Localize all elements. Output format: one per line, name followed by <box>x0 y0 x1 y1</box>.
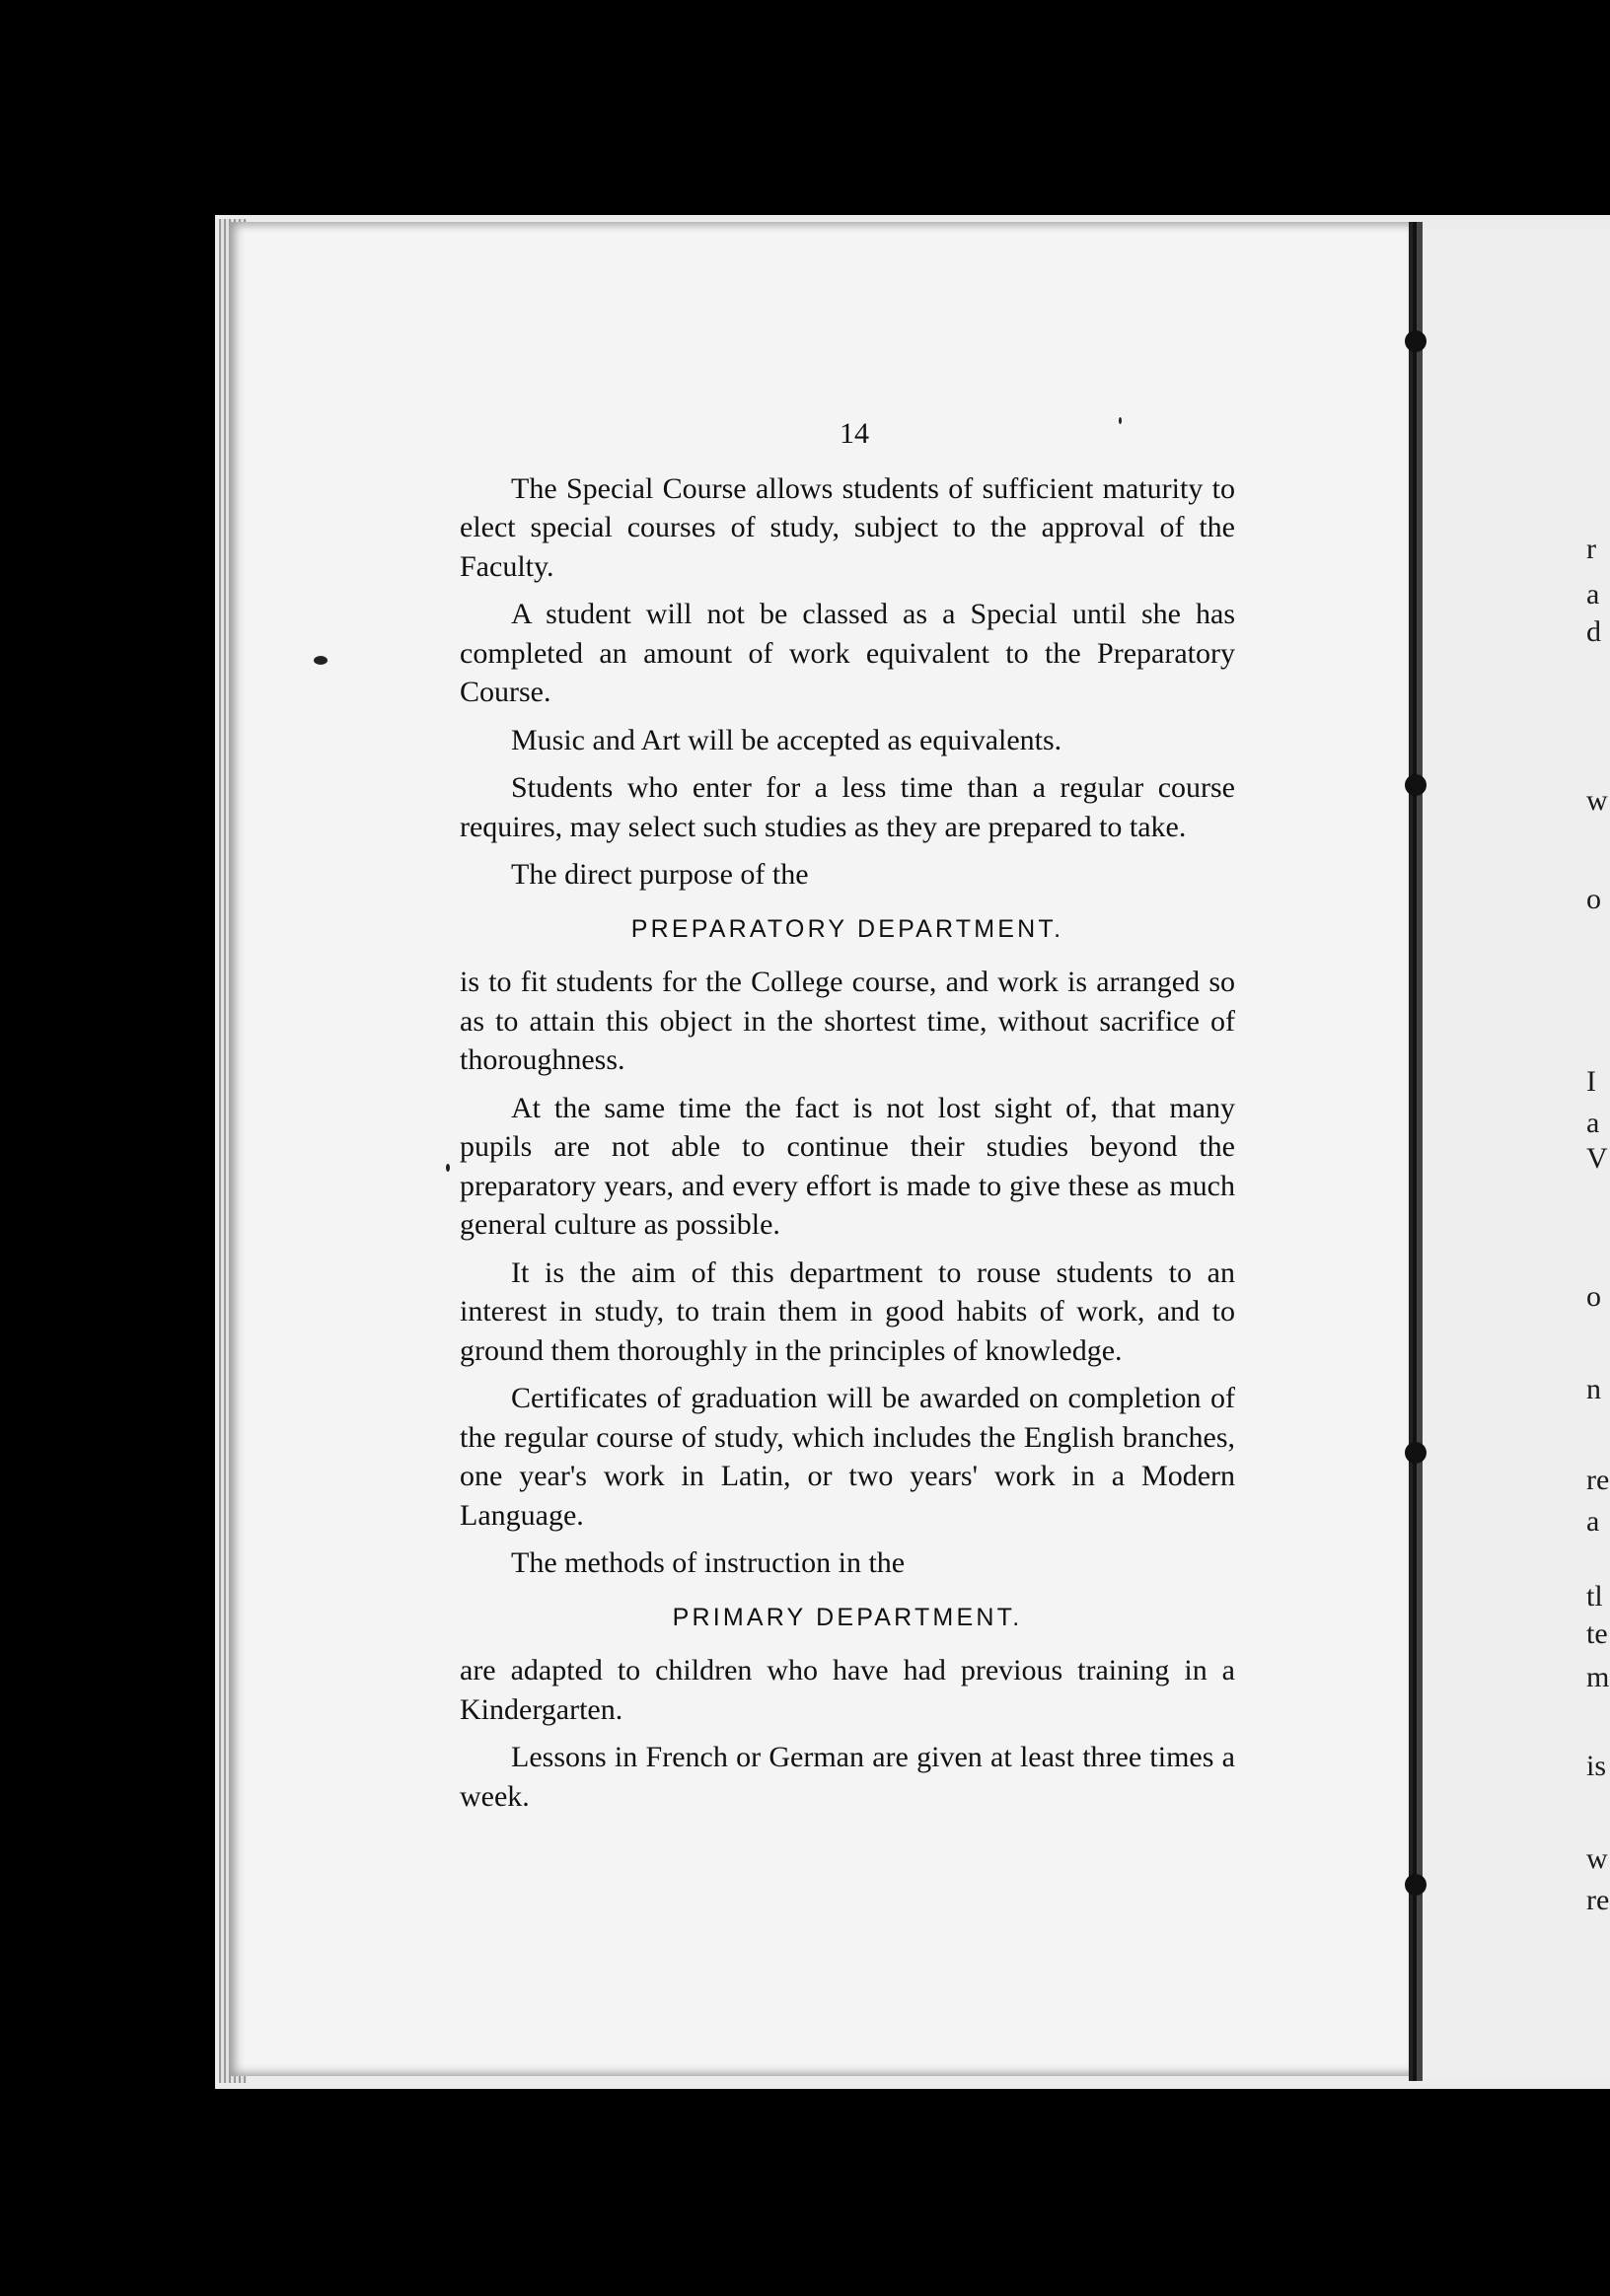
facing-page-fragment: re <box>1586 1464 1610 1496</box>
facing-page-fragment: o <box>1586 883 1601 915</box>
right-page <box>1423 229 1610 2078</box>
facing-page-fragment: a <box>1586 1505 1600 1538</box>
page-number: 14 <box>840 417 869 450</box>
paragraph: The Special Course allows students of sufficient maturity to elect special courses of study, subject to the approval of the Faculty. <box>460 471 1235 583</box>
page-content <box>460 414 1235 1825</box>
facing-page-fragment: a <box>1586 578 1600 610</box>
binding-stitch <box>1405 1442 1427 1464</box>
facing-page-fragment: o <box>1586 1280 1601 1313</box>
paragraph: The direct purpose of the <box>511 858 809 891</box>
paragraph: It is the aim of this department to rouse students to an interest in study, to train them in good habits of work, and to ground them thoroughly in the principles of knowledge. <box>460 1256 1235 1367</box>
paragraph: are adapted to children who have had previous training in a Kindergarten. <box>460 1654 1235 1726</box>
facing-page-fragment: te <box>1586 1617 1608 1650</box>
facing-page-fragment: w <box>1586 784 1608 817</box>
facing-page-fragment: re <box>1586 1884 1610 1916</box>
section-heading: PREPARATORY DEPARTMENT. <box>630 914 1064 943</box>
facing-page-fragment: a <box>1586 1107 1600 1139</box>
section-heading: PRIMARY DEPARTMENT. <box>672 1603 1023 1631</box>
paragraph: Certificates of graduation will be awarded on completion of the regular course of study, which includes the English branches, one year's work in Latin, or two years' work in a Modern Language. <box>460 1382 1235 1532</box>
scan-speck <box>314 656 328 665</box>
facing-page-fragment: m <box>1586 1661 1610 1693</box>
facing-page-fragment: tl <box>1586 1580 1603 1613</box>
facing-page-fragment: w <box>1586 1842 1608 1875</box>
facing-page-fragment: r <box>1586 533 1596 565</box>
paragraph: Music and Art will be accepted as equivalents. <box>511 723 1062 756</box>
binding-stitch <box>1405 774 1427 796</box>
paragraph: Students who enter for a less time than a regular course requires, may select such studies as they are prepared to take. <box>460 771 1235 843</box>
paragraph: Lessons in French or German are given at least three times a week. <box>460 1741 1235 1813</box>
facing-page-fragment: I <box>1586 1065 1596 1098</box>
paragraph: is to fit students for the College course, and work is arranged so as to attain this object in the shortest time, without sacrifice of thoroughness. <box>460 966 1235 1076</box>
paragraph: The methods of instruction in the <box>511 1546 906 1579</box>
paragraph: A student will not be classed as a Special until she has completed an amount of work equivalent to the Preparatory Course. <box>460 598 1235 708</box>
book-gutter <box>1409 222 1423 2081</box>
binding-stitch <box>1405 330 1427 352</box>
scan-speck <box>446 1164 450 1172</box>
facing-page-fragment: n <box>1586 1373 1601 1405</box>
paragraph: At the same time the fact is not lost sight of, that many pupils are not able to continue their studies beyond the preparatory years, and every effort is made to give these as much general culture as possible. <box>460 1091 1235 1241</box>
facing-page-fragment: is <box>1586 1750 1607 1782</box>
facing-page-fragment: V <box>1586 1142 1608 1175</box>
facing-page-fragment: d <box>1586 615 1601 648</box>
page-body <box>460 469 1235 1817</box>
binding-stitch <box>1405 1874 1427 1896</box>
